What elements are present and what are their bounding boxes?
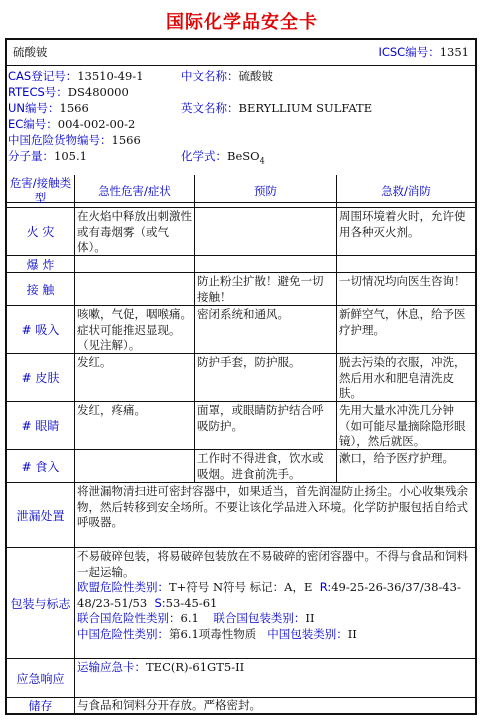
row-prevention-text: 工作时不得进食，饮水或吸烟。进食前洗手。 xyxy=(195,450,337,482)
row-firstaid-text xyxy=(337,256,475,272)
row-type-label: # 皮肤 xyxy=(7,354,75,401)
row-prevention-text: 密闭系统和通风。 xyxy=(195,306,337,353)
row-prevention-text: 面罩，或眼睛防护结合呼吸防护。 xyxy=(195,402,337,449)
col-hazard-header: 急性危害/症状 xyxy=(75,175,195,207)
cas-number: CAS登记号：13510-49-1 xyxy=(8,69,144,83)
hazard-row-inhalation xyxy=(7,306,475,354)
row-hazard-text xyxy=(75,450,195,482)
row-prevention-text: 防护手套，防护服。 xyxy=(195,354,337,401)
packaging-text xyxy=(75,548,475,658)
molecular-weight: 分子量：105.1 xyxy=(8,149,87,163)
storage-text: 与食品和饲料分开存放。严格密封。 xyxy=(77,698,261,712)
un-number: UN编号：1566 xyxy=(8,101,89,115)
hazard-row-contact xyxy=(7,273,475,306)
row-type-label: # 食入 xyxy=(7,450,75,482)
row-firstaid-text: 脱去污染的衣服，冲洗，然后用水和肥皂清洗皮肤。 xyxy=(339,355,466,400)
col-firstaid-header: 急救/消防 xyxy=(381,183,431,198)
cn-classification: 中国危险性类别：第6.1项毒性物质 中国包装类别：II xyxy=(77,626,357,641)
row-hazard-text xyxy=(75,273,195,305)
row-prevention-text xyxy=(195,256,337,272)
spill-section xyxy=(7,483,475,548)
row-firstaid-text: 新鲜空气，休息，给予医疗护理。 xyxy=(339,307,466,337)
storage-section xyxy=(7,698,475,713)
row-hazard-text xyxy=(75,256,195,272)
row-firstaid-text: 漱口，给予医疗护理。 xyxy=(339,451,454,465)
cn-name: 中文名称：硫酸铍 xyxy=(181,69,273,83)
packaging-line1: 不易破碎包装，将易破碎包装放在不易破碎的密闭容器中。不得与食品和饲料一起运输。 xyxy=(77,549,468,579)
row-hazard-text: 发红，疼痛。 xyxy=(75,402,195,449)
emergency-text: 运输应急卡：TEC(R)-61GT5-II xyxy=(77,660,245,674)
hazard-row-explosion xyxy=(7,256,475,273)
row-hazard-text: 在火焰中释放出刺激性或有毒烟雾（或气体）。 xyxy=(75,208,195,255)
hazard-row-ingestion xyxy=(7,450,475,483)
ec-number: EC编号：004-002-00-2 xyxy=(8,117,136,131)
eu-classification: 欧盟危险性类别：T+符号 N符号 标记：A，E R:49-25-26-36/37/38-43-48/23-51/53 S:53-45-61 xyxy=(77,580,461,610)
name-row xyxy=(7,40,475,66)
row-prevention-text: 防止粉尘扩散！避免一切接触！ xyxy=(195,273,337,305)
row-hazard-text: 发红。 xyxy=(75,354,195,401)
hazard-row-fire xyxy=(7,208,475,256)
col-type-header: 危害/接触类型 xyxy=(7,175,75,207)
row-type-label: # 眼睛 xyxy=(7,402,75,449)
storage-label: 储存 xyxy=(7,698,75,713)
cn-danger-number: 中国危险货物编号：1566 xyxy=(8,133,141,147)
col-prevention-header: 预防 xyxy=(195,175,337,207)
packaging-section xyxy=(7,548,475,659)
rtecs-number: RTECS号：DS480000 xyxy=(8,85,129,99)
row-type-label: 火 灾 xyxy=(7,208,75,255)
emergency-label: 应急响应 xyxy=(7,659,75,697)
icsc-number: ICSC编号：1351 xyxy=(378,45,469,59)
en-name: 英文名称：BERYLLIUM SULFATE xyxy=(181,101,373,115)
chemical-formula: 化学式：BeSO$_4$ xyxy=(181,149,265,166)
safety-card xyxy=(5,38,477,715)
chemical-name: 硫酸铍 xyxy=(13,45,48,59)
row-firstaid-text: 一切情况均向医生咨询！ xyxy=(339,274,466,288)
un-classification: 联合国危险性类别：6.1 联合国包装类别：II xyxy=(77,611,315,625)
row-prevention-text xyxy=(195,208,337,255)
row-type-label: 接 触 xyxy=(7,273,75,305)
emergency-section xyxy=(7,659,475,698)
packaging-label: 包装与标志 xyxy=(7,548,75,658)
row-type-label: # 吸入 xyxy=(7,306,75,353)
column-header-row xyxy=(7,175,475,208)
card-title: 国际化学品安全卡 xyxy=(166,12,318,33)
row-hazard-text: 咳嗽，气促，咽喉痛。症状可能推迟显现。（见注解）。 xyxy=(75,306,195,353)
row-firstaid-text: 先用大量水冲洗几分钟（如可能尽量摘除隐形眼镜），然后就医。 xyxy=(339,403,466,448)
hazard-row-skin xyxy=(7,354,475,402)
hazard-row-eyes xyxy=(7,402,475,450)
row-firstaid-text: 周围环境着火时，允许使用各种灭火剂。 xyxy=(339,209,466,239)
spill-text: 将泄漏物清扫进可密封容器中，如果适当，首先润湿防止扬尘。小心收集残余物，然后转移到安全场所。不要让该化学品进入环境。化学防护服包括自给式呼吸器。 xyxy=(77,484,468,529)
spill-label: 泄漏处置 xyxy=(7,483,75,547)
row-type-label: 爆 炸 xyxy=(7,256,75,272)
